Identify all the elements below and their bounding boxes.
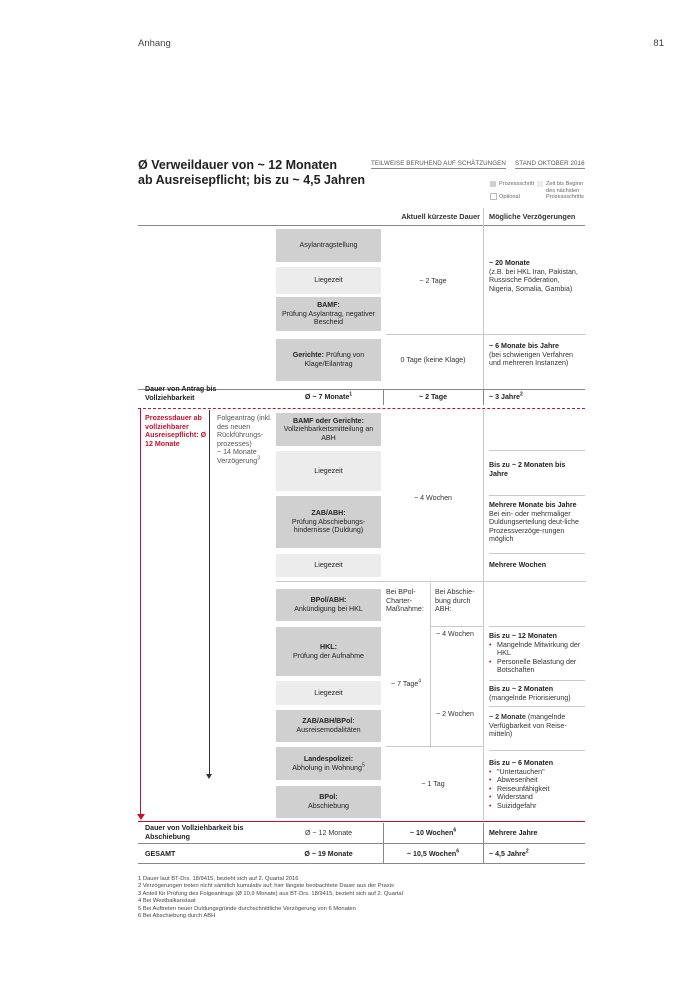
folgeantrag-arrow-head-icon [206,774,212,779]
legend-process: Prozessschritt [499,181,535,187]
page-title [138,158,365,188]
summary2-col2: ~ 10 Wochen$^6$ [409,827,457,837]
summary1-col3: ~ 3 Jahre$^2$ [489,391,523,401]
legend-swatch-optional [490,193,497,200]
delay-6m-item: • "Untertauchen" [489,768,583,777]
total-top-rule [138,843,585,844]
section-header: Anhang [138,38,171,49]
summary2-col1: Ø ~ 12 Monate [304,829,353,837]
duration-7-tage: ~ 7 Tage$^4$ [391,678,422,688]
delay-6m-item: • Abwesenheit [489,776,583,785]
col-header-shortest: Aktuell kürzeste Dauer [401,212,480,221]
title-line-1: Ø Verweildauer von ~ 12 Monaten [138,158,338,172]
status-date: STAND OKTOBER 2016 [515,160,585,167]
delay-12-item: • Mangelnde Mitwirkung der HKL [489,641,583,658]
duration-abh-4-wochen: ~ 4 Wochen [436,630,474,638]
red-dashed-rule [138,408,585,409]
total-bottom-rule [138,863,585,864]
delay-bis-2-monaten: Bis zu ~ 2 Monaten (mangelnde Priorisierung) [489,685,571,702]
summary2-red-rule [138,821,585,822]
box-liegezeit-3: Liegezeit [276,554,381,577]
col-header-delays: Mögliche Verzögerungen [489,212,576,221]
col-bpol-charter: Bei BPol-Charter-Maßnahme: [386,588,424,614]
duration-0-tage: 0 Tage (keine Klage) [400,356,466,364]
delay-mehrere-wochen: Mehrere Wochen [489,561,547,569]
footnote: 1 Dauer laut BT-Drs. 18/9415, bezieht sich auf 2. Quartal 2016 [138,876,299,882]
estimate-note: TEILWEISE BERUHEND AUF SCHÄTZUNGEN [371,160,506,167]
legend-time: Zeit bis Beginn des nächsten Prozessschritts [546,181,584,200]
legend-swatch-process [490,181,496,187]
rule-delay-e [489,680,585,681]
box-liegezeit-2: Liegezeit [276,451,381,491]
summary1-col2: ~ 2 Tage [418,393,448,401]
box-bpol-abh-ankuendigung: BPol/ABH: Ankündigung bei HKL [276,589,381,621]
box-zab-abh-bpol: ZAB/ABH/BPol: Ausreisemodalitäten [276,710,381,742]
delay-bis-12-monaten: Bis zu ~ 12 Monaten • Mangelnde Mitwirkung der HKL • Personelle Belastung der Botschaften [489,632,583,675]
phase3-subcol-divider [430,583,431,746]
legend-swatch-time [537,181,543,187]
delay-6m-item: • Reiseunfähigkeit [489,785,583,794]
delay-6m-item: • Widerstand [489,793,583,802]
footnote: 4 Bei Westbalkanstaat [138,898,196,905]
total-col2: ~ 10,5 Wochen$^6$ [406,848,460,858]
footnotes [138,876,598,920]
rule-phase3-top [276,581,586,582]
duration-1-tag: ~ 1 Tag [421,780,445,788]
box-liegezeit-4: Liegezeit [276,681,381,705]
total-col3: ~ 4,5 Jahre$^2$ [489,848,529,858]
total-col1: Ø ~ 19 Monate [304,850,353,858]
duration-2-tage: ~ 2 Tage [419,277,447,285]
summary2-label: Dauer von Vollziehbarkeit bis Abschiebung [145,824,244,841]
delay-6m-item: • Suizidgefahr [489,802,583,811]
rule-delay-g [489,750,585,751]
total-label: GESAMT [145,850,176,858]
page-number: 81 [653,38,664,49]
title-line-2: ab Ausreisepflicht; bis zu ~ 4,5 Jahren [138,173,366,187]
rule-delay-c [489,553,585,554]
delay-col-divider-2 [483,408,484,820]
delay-20-monate: ~ 20 Monate (z.B. bei HKL Iran, Pakistan, Russische Föderation, Nigeria, Somalia, Gambia) [489,259,578,293]
summary1-label: Dauer von Antrag bis Vollziehbarkeit [145,385,217,402]
summary2-col3: Mehrere Jahre [489,829,538,837]
red-process-arrow-line [140,408,141,816]
box-bpol-abschiebung: BPol: Abschiebung [276,786,381,818]
box-liegezeit-1: Liegezeit [276,267,381,294]
delay-12-item: • Personelle Belastung der Botschaften [489,658,583,675]
box-gerichte: Gerichte: Prüfung von Klage/Eilantrag [276,339,381,381]
process-duration-label: Prozessdauer ab vollziehbarer Ausreisepflicht: Ø 12 Monate [145,414,207,448]
footnote: 2 Verzögerungen treten nicht sämtlich kumulativ auf; hier längste beobachtete Dauer aus der Praxis [138,883,394,890]
delay-col-divider-1 [483,208,484,405]
rule-phase3-abh-split [430,626,483,627]
rule-delay-d [489,626,585,627]
footnote: 6 Bei Abschiebung durch ABH [138,913,216,920]
box-bamf-pruefung: BAMF: Prüfung Asylantrag, negativer Bescheid [276,297,381,331]
delay-2-monate: ~ 2 Monate (mangelnde Verfügbarkeit von Reise-mitteln) [489,713,567,739]
folgeantrag-text: Folgeantrag (inkl. des neuen Rückführungs-prozesses) ~ 14 Monate Verzögerung$^3$ [217,414,272,465]
delay-mehrere-monate: Mehrere Monate bis Jahre Bei ein- oder mehrmaliger Duldungserteilung deut-liche Prozessverzöge-rungen möglich [489,501,579,544]
box-hkl-pruefung: HKL: Prüfung der Aufnahme [276,627,381,676]
footnote: 5 Bei Auftreten neuer Duldungsgründe durchschnittliche Verzögerung von 6 Monaten [138,905,356,912]
delay-bis-6-monaten: Bis zu ~ 6 Monaten • "Untertauchen" • Abwesenheit • Reiseunfähigkeit • Widerstand • Suizidgefahr [489,759,583,811]
rule-delay-f [489,706,585,707]
rule-delay-b [489,495,585,496]
box-asylantragstellung: Asylantragstellung [276,229,381,262]
summary1-divider-a [383,389,384,405]
rule-phase1-split [386,334,586,335]
footnote: 3 Anteil für Prüfung des Folgeantrags (Ø 10,9 Monate) aus BT-Drs. 18/9415, bezieht sich auf 2. Quartal [138,890,403,897]
red-arrow-head-icon [137,814,145,820]
box-bamf-oder-gerichte: BAMF oder Gerichte: Vollziehbarkeitsmitteilung an ABH [276,413,381,446]
summary1-divider-b [483,389,484,405]
box-landespolizei: Landespolizei: Abholung in Wohnung$^5$ [276,747,381,780]
duration-4-wochen: ~ 4 Wochen [414,494,452,502]
rule-phase3-sub-bottom [386,746,483,747]
header-rule [138,225,585,226]
rule-delay-a [489,450,585,451]
summary1-col1: Ø ~ 7 Monate$^1$ [304,391,353,401]
duration-abh-2-wochen: ~ 2 Wochen [436,710,474,718]
box-zab-abh-pruefung: ZAB/ABH: Prüfung Abschiebungs-hindernisse (Duldung) [276,496,381,548]
legend-optional: Optional [499,194,520,200]
folgeantrag-arrow-line [209,410,210,776]
delay-bis-2-monaten-jahre: Bis zu ~ 2 Monaten bis Jahre [489,461,566,478]
col-abschiebung-abh: Bei Abschie-bung durch ABH: [435,588,475,614]
delay-6-monate-jahre: ~ 6 Monate bis Jahre (bei schwierigen Verfahren und mehreren Instanzen) [489,342,573,368]
